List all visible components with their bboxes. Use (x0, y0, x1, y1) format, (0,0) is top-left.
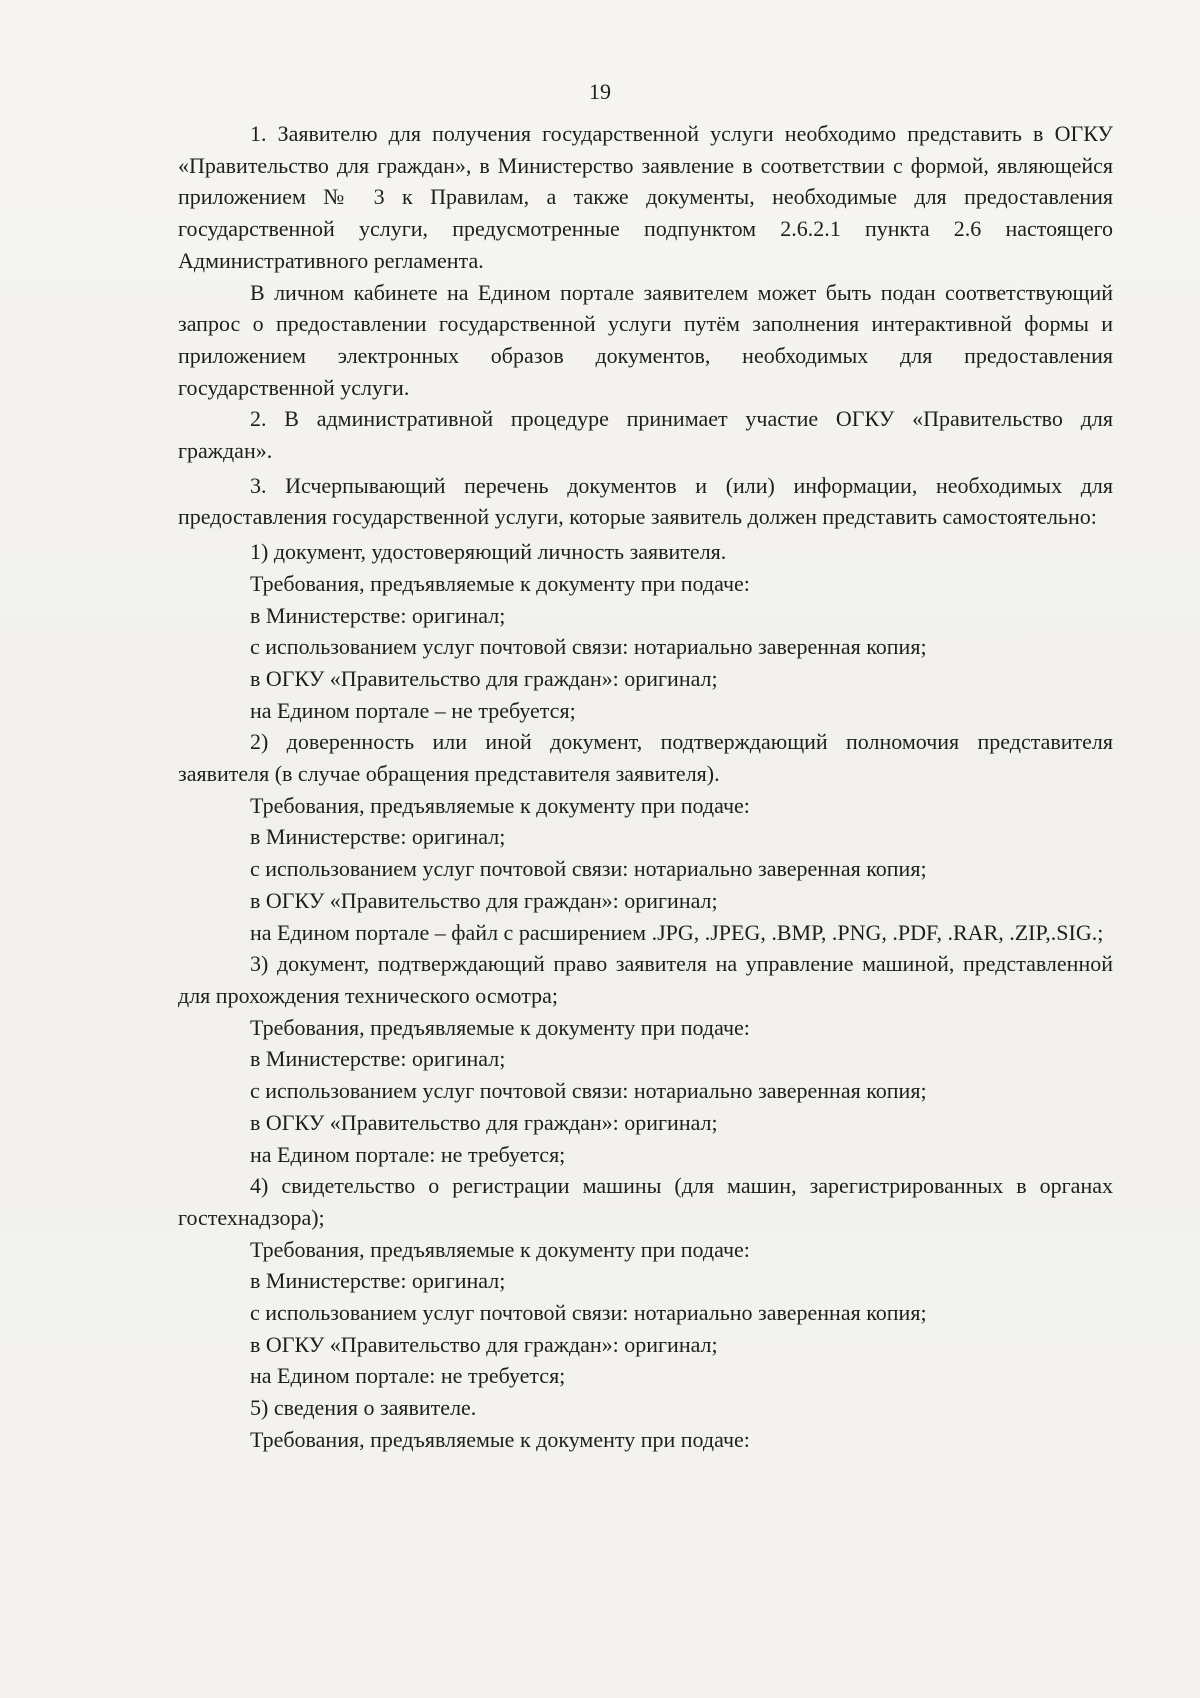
requirement-line: на Едином портале: не требуется; (250, 1141, 566, 1167)
requirements-heading-5: Требования, предъявляемые к документу при подаче: (250, 1426, 750, 1452)
requirement-line: в Министерстве: оригинал; (250, 824, 506, 850)
requirements-heading-3: Требования, предъявляемые к документу при подаче: (250, 1014, 750, 1040)
document-body (178, 118, 1113, 1456)
list-item-4: 4) свидетельство о регистрации машины (для машин, зарегистрированных в органах гостехнадзора); (178, 1173, 1113, 1230)
requirement-line: в Министерстве: оригинал; (250, 1268, 506, 1294)
requirements-heading-1: Требования, предъявляемые к документу при подаче: (250, 570, 750, 596)
requirements-heading-4: Требования, предъявляемые к документу при подаче: (250, 1236, 750, 1262)
paragraph-2: В личном кабинете на Едином портале заявителем может быть подан соответствующий запрос о предоставлении государственной услуги путём заполнения интерактивной формы и приложением электронных образов документов, необходимых для предоставления государственной услуги. (178, 279, 1113, 400)
requirement-line: на Едином портале – файл с расширением .JPG, .JPEG, .BMP, .PNG, .PDF, .RAR, .ZIP,.SIG.; (250, 919, 1104, 945)
requirement-line: в ОГКУ «Правительство для граждан»: оригинал; (250, 1109, 718, 1135)
requirement-line: на Едином портале – не требуется; (250, 697, 576, 723)
paragraph-4: 3. Исчерпывающий перечень документов и (или) информации, необходимых для предоставления государственной услуги, которые заявитель должен представить самостоятельно: (178, 472, 1113, 530)
requirement-line: в Министерстве: оригинал; (250, 602, 506, 628)
list-item-3: 3) документ, подтверждающий право заявителя на управление машиной, представленной для прохождения технического осмотра; (178, 951, 1113, 1008)
paragraph-1: 1. Заявителю для получения государственной услуги необходимо представить в ОГКУ «Правительство для граждан», в Министерство заявление в соответствии с формой, являющейся приложением № 3 к Правилам, а также документы, необходимые для предоставления государственной услуги, предусмотренные подпунктом 2.6.2.1 пункта 2.6 настоящего Административного регламента. (178, 121, 1113, 273)
requirement-line: в ОГКУ «Правительство для граждан»: оригинал; (250, 887, 718, 913)
requirement-line: на Едином портале: не требуется; (250, 1363, 566, 1389)
list-item-2: 2) доверенность или иной документ, подтверждающий полномочия представителя заявителя (в случае обращения представителя заявителя). (178, 729, 1113, 787)
paragraph-3: 2. В административной процедуре принимает участие ОГКУ «Правительство для граждан». (178, 406, 1113, 464)
list-item-1: 1) документ, удостоверяющий личность заявителя. (250, 539, 727, 565)
requirement-line: с использованием услуг почтовой связи: нотариально заверенная копия; (250, 634, 927, 660)
page-number: 19 (589, 79, 611, 104)
requirements-heading-2: Требования, предъявляемые к документу при подаче: (250, 792, 750, 818)
requirement-line: в ОГКУ «Правительство для граждан»: оригинал; (250, 665, 718, 691)
requirement-line: с использованием услуг почтовой связи: нотариально заверенная копия; (250, 856, 927, 882)
requirement-line: в Министерстве: оригинал; (250, 1046, 506, 1072)
requirement-line: в ОГКУ «Правительство для граждан»: оригинал; (250, 1331, 718, 1357)
requirement-line: с использованием услуг почтовой связи: нотариально заверенная копия; (250, 1300, 927, 1326)
list-item-5: 5) сведения о заявителе. (250, 1395, 477, 1421)
requirement-line: с использованием услуг почтовой связи: нотариально заверенная копия; (250, 1078, 927, 1104)
